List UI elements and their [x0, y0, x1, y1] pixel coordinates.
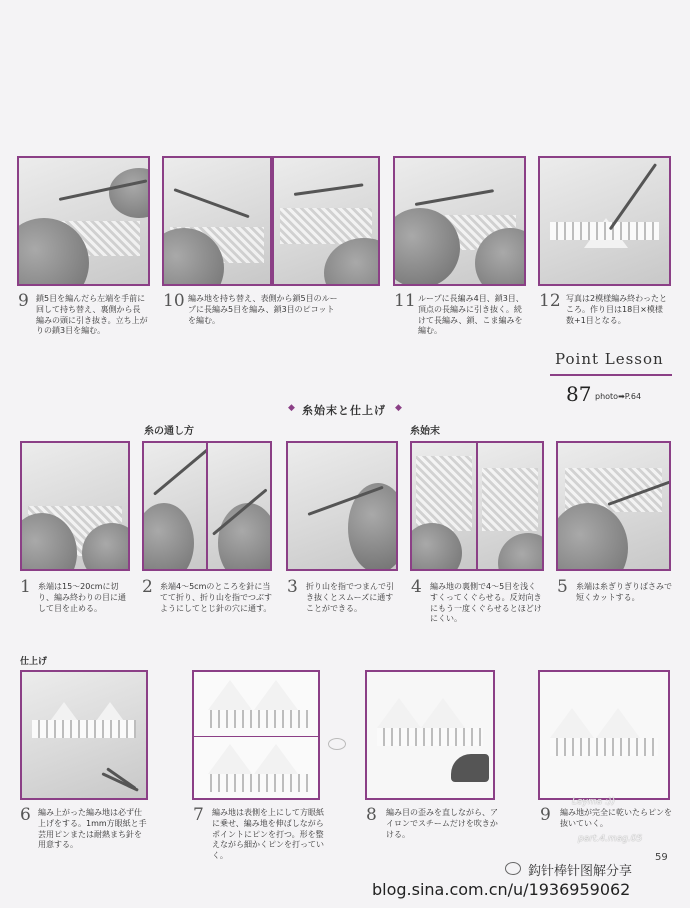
step-10-photo-b [272, 156, 380, 286]
step-12-photo [538, 156, 671, 286]
step-10-text: 編み地を持ち替え、表側から鎖5目のループに長編み5目を編み、鎖3目のピコットを編む。 [188, 294, 338, 325]
step-8-photo [365, 670, 495, 800]
step-10-photo-a [162, 156, 272, 286]
step-12-text: 写真は2模様編み終わったところ。作り目は18目×模様数+1目となる。 [566, 294, 668, 325]
step-2-number: 2 [142, 577, 153, 597]
step-4-photo-a [410, 441, 478, 571]
step-1-text: 糸端は15〜20cmに切り、編み終わりの目に通して目を止める。 [38, 582, 126, 613]
step-12-number: 12 [539, 291, 561, 311]
step-8-text: 編み目の歪みを直しながら、アイロンでスチームだけを吹きかける。 [386, 808, 498, 839]
step-9-finish-text: 編み地が完全に乾いたらピンを抜いていく。 [560, 808, 672, 828]
thread-end-subheading: 糸始末 [410, 426, 440, 437]
step-5-number: 5 [557, 577, 568, 597]
section-title: 糸始末と仕上げ [302, 404, 386, 417]
point-lesson-rule [550, 374, 672, 376]
step-9-photo [17, 156, 150, 286]
point-lesson-ref: photo➡P.64 [595, 392, 642, 401]
step-3-photo [286, 441, 398, 571]
step-5-text: 糸端は糸ぎりぎりばさみで短くカットする。 [576, 582, 672, 602]
step-4-text: 編み地の裏側で4〜5目を浅くすくってくぐらせる。反対向きにもう一度くぐらせるとほどけにくい。 [430, 582, 542, 624]
blog-url: blog.sina.com.cn/u/1936959062 [372, 880, 631, 899]
step-7-text: 編み地は表側を上にして方眼紙に乗せ、編み地を伸ばしながらポイントにピンを打つ。形を整えながら細かくピンを打っていく。 [212, 808, 324, 861]
point-lesson-title: Point Lesson [555, 350, 664, 368]
step-9-text: 鎖5目を編んだら左端を手前に回して持ち替え、裏側から長編みの頭に引き抜き。立ち上がりの鎖3目を編む。 [36, 294, 148, 336]
step-11-number: 11 [394, 291, 416, 311]
step-9-finish-number: 9 [540, 805, 551, 825]
step-1-number: 1 [20, 577, 31, 597]
page-number: 59 [655, 852, 668, 863]
step-1-photo [20, 441, 130, 571]
step-2-photo-b [206, 441, 272, 571]
point-lesson-number: 87 [566, 382, 592, 406]
step-10-number: 10 [163, 291, 185, 311]
step-11-photo [393, 156, 526, 286]
thread-knot-decoration [328, 738, 346, 750]
step-6-photo [20, 670, 148, 800]
watermark-line-2: part.4.mag.05 [578, 834, 643, 844]
step-3-text: 折り山を指でつまんで引き抜くとスムーズに通すことができる。 [306, 582, 394, 613]
section-title-ornament-left: ◆ [288, 403, 295, 413]
step-7-number: 7 [193, 805, 204, 825]
step-2-photo-a [142, 441, 208, 571]
step-9-number: 9 [18, 291, 29, 311]
finishing-label: 仕上げ [20, 657, 48, 667]
step-6-text: 編み上がった編み地は必ず仕上げをする。1mm方眼紙と手芸用ピンまたは耐熱まち針を用意する。 [38, 808, 147, 850]
step-6-number: 6 [20, 805, 31, 825]
step-9-finish-photo [538, 670, 670, 800]
step-11-text: ループに長編み4目、鎖3目、頂点の長編みに引き抜く。続けて長編み、鎖、こま編みを編む。 [418, 294, 524, 336]
step-5-photo [556, 441, 671, 571]
blog-footer-icon [505, 862, 521, 875]
iron-shape [451, 754, 489, 782]
blog-footer-title: 鈎针棒针图解分享 [528, 864, 633, 879]
step-4-number: 4 [411, 577, 422, 597]
section-title-ornament-right: ◆ [395, 403, 402, 413]
step-3-number: 3 [287, 577, 298, 597]
step-2-text: 糸端4〜5cmのところを針に当てて折り、折り山を指でつぶすようにしてとじ針の穴に通す。 [160, 582, 272, 613]
watermark-line-1: Leyma :)) [572, 797, 616, 807]
threading-subheading: 糸の通し方 [144, 426, 194, 437]
step-4-photo-b [476, 441, 544, 571]
step-8-number: 8 [366, 805, 377, 825]
step-7-photo [192, 670, 320, 800]
